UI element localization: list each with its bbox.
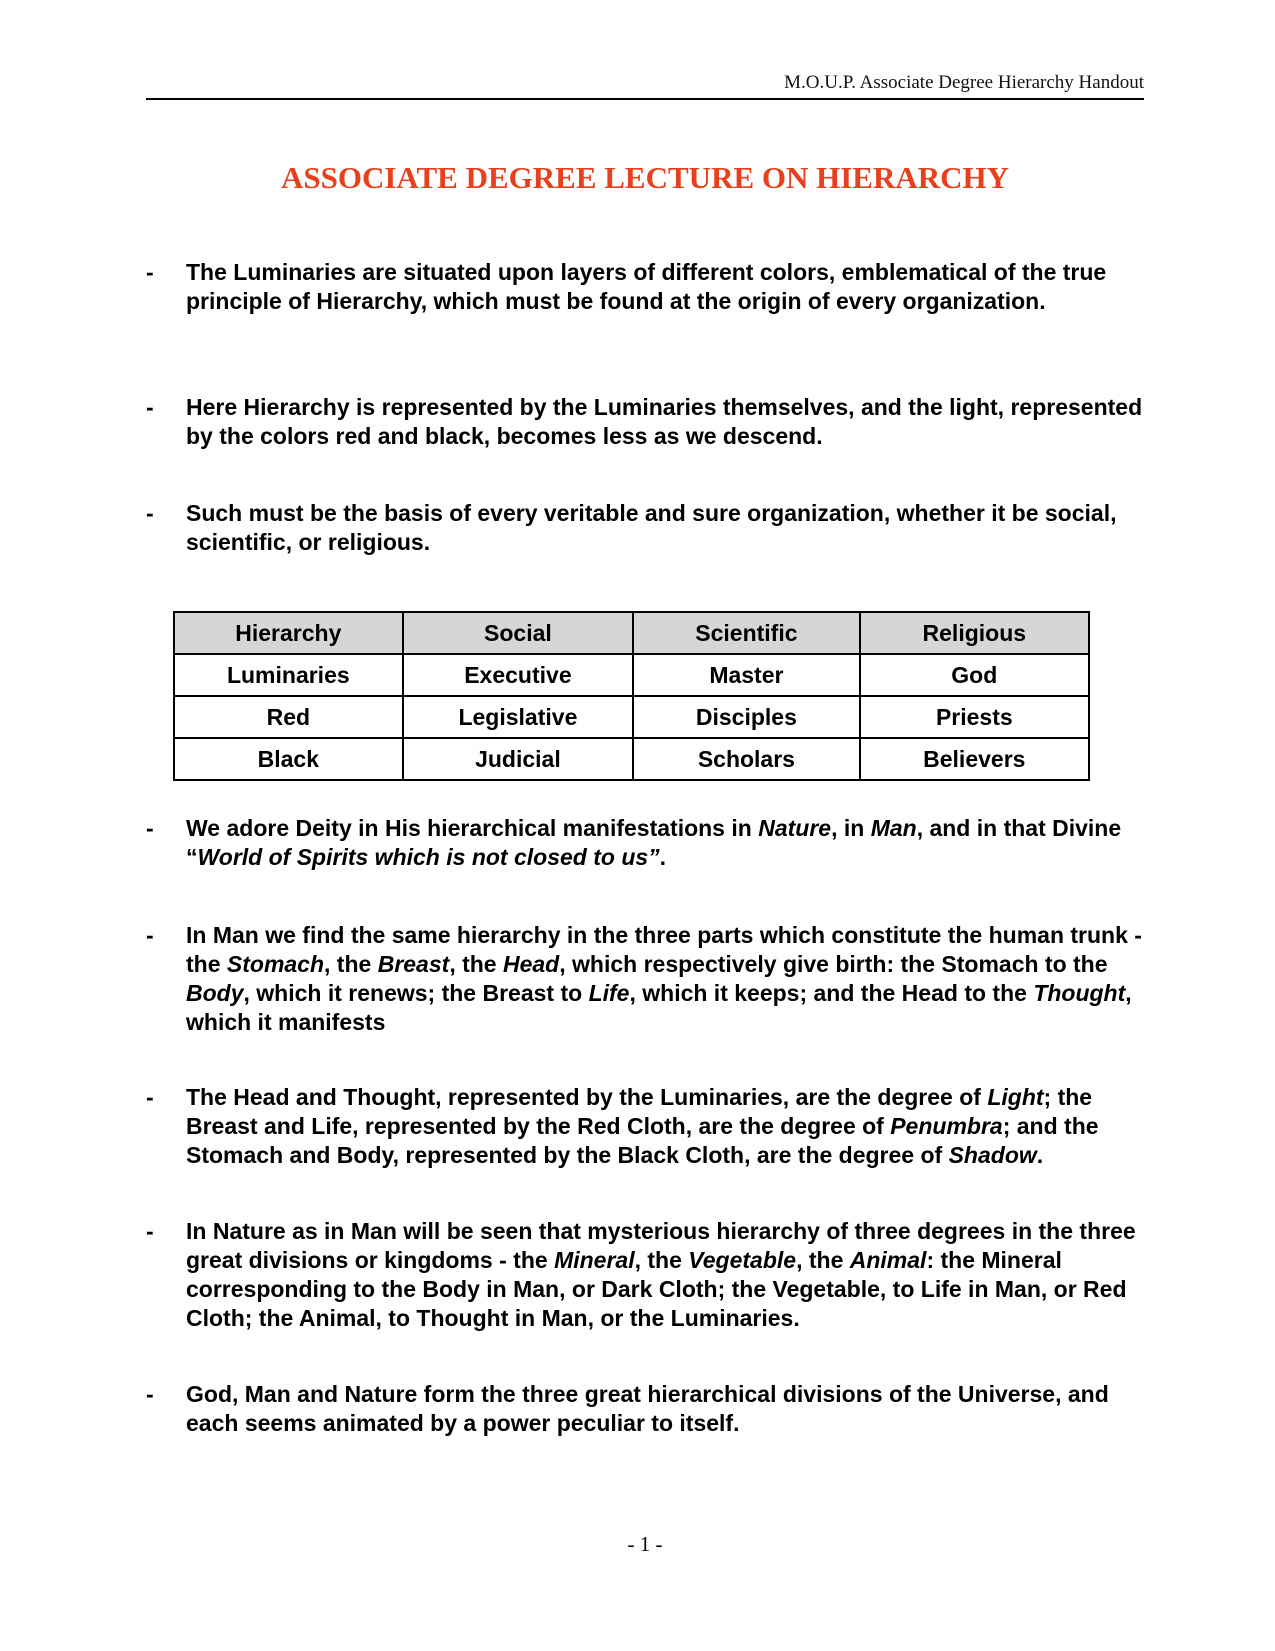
text-run: , the — [796, 1247, 850, 1273]
text-run: . — [659, 844, 667, 870]
text-run: , the — [634, 1247, 689, 1273]
italic-term: Shadow — [948, 1142, 1037, 1168]
italic-term: World of Spirits which is not closed to us” — [197, 844, 660, 870]
text-run: In Nature as in Man will be seen that mysterious hierarchy of three degrees in the three great divisions or kingdoms - the — [186, 1218, 1136, 1273]
text-run: . — [1036, 1142, 1044, 1168]
text-run: Here Hierarchy is represented by the Luminaries themselves, and the light, represented by the colors red and black, becomes less as we descend. — [186, 394, 1143, 449]
italic-term: Animal — [849, 1247, 927, 1273]
text-run: ; the Breast and Life, represented by the Red Cloth, are the degree of — [186, 1084, 1093, 1139]
table-cell: God — [860, 654, 1089, 696]
table-cell: Black — [174, 738, 403, 780]
table-cell: Executive — [403, 654, 634, 696]
bullet-text — [186, 1217, 1146, 1333]
italic-term: Head — [502, 951, 560, 977]
italic-term: Vegetable — [688, 1247, 797, 1273]
text-run: , which it renews; the Breast to — [243, 980, 589, 1006]
italic-term: Breast — [377, 951, 450, 977]
table-cell: Legislative — [403, 696, 634, 738]
table-cell: Disciples — [633, 696, 859, 738]
bullet-text — [186, 1083, 1146, 1170]
bullet-text — [186, 393, 1146, 451]
italic-term: Stomach — [226, 951, 325, 977]
table-cell: Scholars — [633, 738, 859, 780]
bullet-item — [146, 814, 1146, 872]
table-header-cell: Social — [403, 612, 634, 654]
document-title: ASSOCIATE DEGREE LECTURE ON HIERARCHY — [280, 160, 1010, 195]
bullet-dash: - — [146, 1084, 154, 1110]
bullet-dash: - — [146, 922, 154, 948]
bullet-text — [186, 814, 1146, 872]
text-run: Such must be the basis of every veritable and sure organization, whether it be social, scientific, or religious. — [186, 500, 1117, 555]
text-run: , in — [831, 815, 871, 841]
bullet-dash: - — [146, 259, 154, 285]
bullet-dash: - — [146, 1218, 154, 1244]
table-row — [174, 696, 1089, 738]
text-run: , the — [449, 951, 503, 977]
table-cell: Luminaries — [174, 654, 403, 696]
italic-term: Thought — [1033, 980, 1126, 1006]
table-row — [174, 738, 1089, 780]
table-header-cell: Scientific — [633, 612, 859, 654]
bullet-dash: - — [146, 500, 154, 526]
bullet-item — [146, 1217, 1146, 1333]
header-rule — [146, 98, 1144, 100]
table-row — [174, 654, 1089, 696]
table-header-row — [174, 612, 1089, 654]
bullet-item — [146, 499, 1146, 557]
bullet-text — [186, 499, 1146, 557]
text-run: In Man we find the same hierarchy in the three parts which constitute the human trunk - the — [186, 922, 1142, 977]
text-run: , which it keeps; and the Head to the — [629, 980, 1034, 1006]
bullet-item — [146, 1083, 1146, 1170]
text-run: The Luminaries are situated upon layers of different colors, emblematical of the true principle of Hierarchy, which must be found at the origin of every organization. — [186, 259, 1107, 314]
text-run: ; and the Stomach and Body, represented by the Black Cloth, are the degree of — [186, 1113, 1099, 1168]
bullet-item — [146, 393, 1146, 451]
bullet-text — [186, 1380, 1146, 1438]
table-header-cell: Hierarchy — [174, 612, 403, 654]
bullet-item — [146, 258, 1146, 316]
italic-term: Life — [588, 980, 630, 1006]
hierarchy-table — [173, 611, 1090, 781]
text-run: : the Mineral corresponding to the Body in Man, or Dark Cloth; the Vegetable, to Life in Man, or Red Cloth; the Animal, to Thought in Man, or the Luminaries. — [186, 1247, 1127, 1331]
bullet-item — [146, 1380, 1146, 1438]
table-cell: Judicial — [403, 738, 634, 780]
italic-term: Body — [186, 980, 244, 1006]
table-cell: Believers — [860, 738, 1089, 780]
table-cell: Red — [174, 696, 403, 738]
bullet-text — [186, 921, 1146, 1037]
text-run: We adore Deity in His hierarchical manifestations in — [186, 815, 759, 841]
table-header-cell: Religious — [860, 612, 1089, 654]
page-number: - 1 - — [627, 1532, 663, 1556]
text-run: , which respectively give birth: the Stomach to the — [559, 951, 1108, 977]
text-run: God, Man and Nature form the three great hierarchical divisions of the Universe, and each seems animated by a power peculiar to itself. — [186, 1381, 1109, 1436]
italic-term: Mineral — [554, 1247, 635, 1273]
bullet-item — [146, 921, 1146, 1037]
table-cell: Master — [633, 654, 859, 696]
text-run: , and in that Divine “ — [186, 815, 1122, 870]
bullet-dash: - — [146, 394, 154, 420]
bullet-text — [186, 258, 1146, 316]
bullet-dash: - — [146, 815, 154, 841]
italic-term: Nature — [758, 815, 832, 841]
text-run: The Head and Thought, represented by the Luminaries, are the degree of — [186, 1084, 988, 1110]
italic-term: Man — [870, 815, 917, 841]
text-run: , which it manifests — [186, 980, 1132, 1035]
bullet-dash: - — [146, 1381, 154, 1407]
italic-term: Penumbra — [890, 1113, 1003, 1139]
italic-term: Light — [987, 1084, 1044, 1110]
table-cell: Priests — [860, 696, 1089, 738]
running-header: M.O.U.P. Associate Degree Hierarchy Handout — [784, 72, 1144, 93]
text-run: , the — [324, 951, 378, 977]
